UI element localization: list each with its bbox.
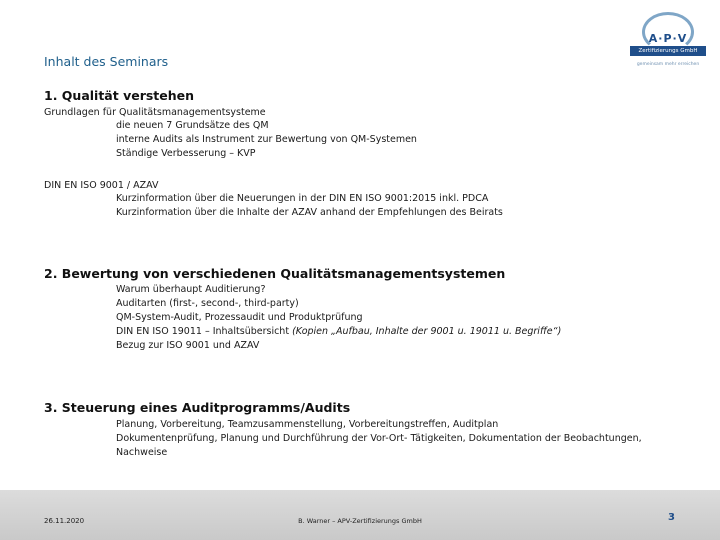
list-item: Nachweise	[116, 447, 168, 458]
footer-bar	[0, 490, 720, 540]
list-item-note: (Kopien „Aufbau, Inhalte der 9001 u. 19011 u. Begriffe“)	[292, 326, 562, 337]
company-logo	[628, 10, 708, 74]
list-item-text: DIN EN ISO 19011 – Inhaltsübersicht	[116, 326, 290, 337]
list-item: Dokumentenprüfung, Planung und Durchführung der Vor-Ort- Tätigkeiten, Dokumentation der Beobachtungen,	[116, 433, 642, 444]
list-item: Kurzinformation über die Inhalte der AZAV anhand der Empfehlungen des Beirats	[116, 207, 503, 218]
page-title: Inhalt des Seminars	[44, 54, 169, 69]
list-item: die neuen 7 Grundsätze des QM	[116, 120, 269, 131]
section-3-heading: 3. Steuerung eines Auditprogramms/Audits	[44, 400, 351, 415]
section-1-heading: 1. Qualität verstehen	[44, 88, 195, 103]
section-1-subheading-1: Grundlagen für Qualitätsmanagementsysteme	[44, 107, 266, 118]
list-item: Bezug zur ISO 9001 und AZAV	[116, 340, 260, 351]
list-item: Planung, Vorbereitung, Teamzusammenstellung, Vorbereitungstreffen, Auditplan	[116, 419, 499, 430]
list-item: Kurzinformation über die Neuerungen in der DIN EN ISO 9001:2015 inkl. PDCA	[116, 193, 489, 204]
logo-company: Zertifizierungs GmbH	[630, 46, 706, 56]
list-item: Warum überhaupt Auditierung?	[116, 284, 266, 295]
list-item: QM-System-Audit, Prozessaudit und Produktprüfung	[116, 312, 363, 323]
list-item: Auditarten (first-, second-, third-party)	[116, 298, 299, 309]
list-item: interne Audits als Instrument zur Bewertung von QM-Systemen	[116, 134, 417, 145]
list-item	[116, 325, 561, 339]
logo-tagline: gemeinsam mehr erreichen	[636, 62, 700, 67]
footer-author: B. Warner – APV-Zertifizierungs GmbH	[298, 517, 422, 525]
section-1-subheading-2: DIN EN ISO 9001 / AZAV	[44, 180, 159, 191]
section-2-heading: 2. Bewertung von verschiedenen Qualitätsmanagementsystemen	[44, 266, 506, 281]
list-item: Ständige Verbesserung – KVP	[116, 148, 256, 159]
footer-date: 26.11.2020	[44, 517, 85, 525]
logo-letters: A·P·V	[648, 32, 688, 45]
page-number: 3	[668, 512, 675, 523]
